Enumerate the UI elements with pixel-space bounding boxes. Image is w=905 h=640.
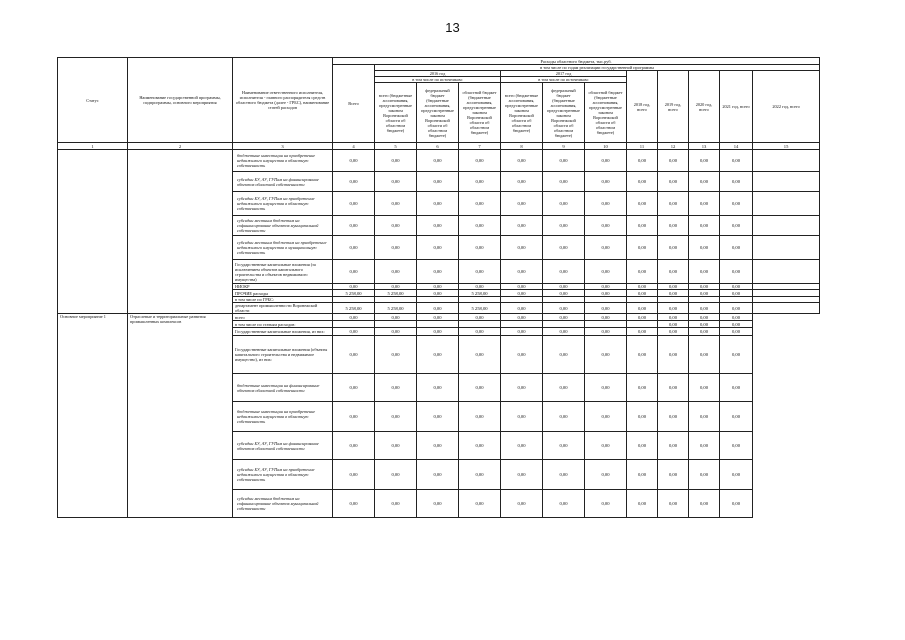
value-cell: 0,00 xyxy=(627,303,658,314)
expense-item-label: бюджетные инвестиции на приобретение недвижимого имущества в областную собственность xyxy=(233,150,333,172)
value-cell: 0,00 xyxy=(689,216,720,236)
value-cell: 0,00 xyxy=(543,490,585,518)
header-incl-2016: в том числе по источникам: xyxy=(375,77,501,83)
value-cell: 0,00 xyxy=(375,460,417,490)
value-cell: 0,00 xyxy=(459,432,501,460)
value-cell: 0,00 xyxy=(689,432,720,460)
col-index: 2 xyxy=(128,143,233,150)
col-index: 6 xyxy=(417,143,459,150)
value-cell: 0,00 xyxy=(459,374,501,402)
value-cell: 0,00 xyxy=(627,172,658,192)
value-cell: 0,00 xyxy=(333,328,375,336)
main-event-status: Основное мероприятие 1 xyxy=(58,314,128,518)
value-cell: 0,00 xyxy=(585,460,627,490)
value-cell: 0,00 xyxy=(501,374,543,402)
value-cell: 0,00 xyxy=(658,236,689,260)
value-cell: 0,00 xyxy=(585,150,627,172)
value-cell: 0,00 xyxy=(417,192,459,216)
expense-item-label: в том числе по статьям расходов: xyxy=(233,321,333,328)
value-cell: 0,00 xyxy=(459,150,501,172)
value-cell: 0,00 xyxy=(720,328,753,336)
value-cell: 0,00 xyxy=(658,328,689,336)
value-cell: 0,00 xyxy=(658,216,689,236)
header-budget-sub: в том числе по годам реализации государственной программы xyxy=(375,65,820,71)
header-src-regional-2017: областной бюджет (бюджетные ассигнования, предусмотренные законом Воронежской области об областном бюджете) xyxy=(585,83,627,143)
table-row xyxy=(58,314,820,321)
value-cell: 0,00 xyxy=(459,260,501,284)
value-cell: 0,00 xyxy=(543,402,585,432)
value-cell: 0,00 xyxy=(720,490,753,518)
expense-item-label: Государственные капитальные вложения, из них: xyxy=(233,328,333,336)
value-cell: 0,00 xyxy=(417,328,459,336)
header-2019: 2019 год, всего xyxy=(658,71,689,143)
value-cell: 0,00 xyxy=(375,374,417,402)
header-src-federal-2016: федеральный бюджет (бюджетные ассигнования, предусмотренные законом Воронежской области об областном бюджете) xyxy=(417,83,459,143)
col-index: 1 xyxy=(58,143,128,150)
value-cell: 0,00 xyxy=(333,490,375,518)
expense-item-label: субсидии БУ, АУ, ГУПам на приобретение недвижимого имущества в областную собственность xyxy=(233,192,333,216)
value-cell: 0,00 xyxy=(658,402,689,432)
value-cell: 0,00 xyxy=(417,172,459,192)
value-cell: 0,00 xyxy=(720,284,753,290)
value-cell: 0,00 xyxy=(720,216,753,236)
value-cell: 0,00 xyxy=(720,336,753,374)
value-cell: 0,00 xyxy=(375,260,417,284)
main-event-section xyxy=(58,314,820,518)
col-index: 15 xyxy=(753,143,820,150)
value-cell xyxy=(459,321,501,328)
value-cell: 0,00 xyxy=(501,402,543,432)
upper-section xyxy=(58,150,820,314)
value-cell: 0,00 xyxy=(459,172,501,192)
value-cell: 0,00 xyxy=(543,374,585,402)
value-cell: 0,00 xyxy=(501,460,543,490)
value-cell: 0,00 xyxy=(689,328,720,336)
value-cell: 0,00 xyxy=(627,432,658,460)
value-cell: 0,00 xyxy=(658,374,689,402)
value-cell: 0,00 xyxy=(501,236,543,260)
header-2018: 2018 год, всего xyxy=(627,71,658,143)
value-cell xyxy=(543,321,585,328)
value-cell: 0,00 xyxy=(689,314,720,321)
value-cell: 0,00 xyxy=(333,284,375,290)
value-cell: 0,00 xyxy=(720,402,753,432)
value-cell: 0,00 xyxy=(689,490,720,518)
value-cell: 0,00 xyxy=(417,260,459,284)
value-cell: 0,00 xyxy=(627,192,658,216)
column-index-row xyxy=(58,143,820,150)
value-cell: 0,00 xyxy=(720,192,753,216)
value-cell: 0,00 xyxy=(658,192,689,216)
table-row xyxy=(58,150,820,172)
value-cell xyxy=(753,236,820,260)
value-cell: 0,00 xyxy=(658,303,689,314)
value-cell: 0,00 xyxy=(333,336,375,374)
value-cell: 0,00 xyxy=(627,460,658,490)
value-cell: 0,00 xyxy=(543,150,585,172)
value-cell: 0,00 xyxy=(417,216,459,236)
expense-item-label: субсидии БУ, АУ, ГУПам на финансирование объектов областной собственности xyxy=(233,432,333,460)
value-cell: 0,00 xyxy=(375,336,417,374)
value-cell: 0,00 xyxy=(720,460,753,490)
value-cell: 0,00 xyxy=(501,172,543,192)
value-cell: 0,00 xyxy=(501,216,543,236)
value-cell: 0,00 xyxy=(417,374,459,402)
value-cell: 0,00 xyxy=(459,336,501,374)
value-cell: 0,00 xyxy=(689,172,720,192)
value-cell: 0,00 xyxy=(459,314,501,321)
value-cell: 0,00 xyxy=(689,321,720,328)
value-cell xyxy=(753,290,820,297)
col-index: 4 xyxy=(333,143,375,150)
expense-item-label: субсидии местным бюджетам на софинансирование объектов муниципальной собственности xyxy=(233,216,333,236)
value-cell: 0,00 xyxy=(720,374,753,402)
value-cell: 0,00 xyxy=(585,402,627,432)
value-cell: 0,00 xyxy=(585,490,627,518)
value-cell: 0,00 xyxy=(501,432,543,460)
value-cell: 0,00 xyxy=(689,402,720,432)
value-cell: 0,00 xyxy=(658,432,689,460)
value-cell: 0,00 xyxy=(501,490,543,518)
header-src-all-2016: всего (бюджетные ассигнования, предусмотренные законом Воронежской области об областном бюджете) xyxy=(375,83,417,143)
value-cell: 0,00 xyxy=(333,432,375,460)
value-cell: 0,00 xyxy=(658,284,689,290)
expense-item-label: департамент промышленности Воронежской области xyxy=(233,303,333,314)
value-cell: 0,00 xyxy=(501,290,543,297)
value-cell: 0,00 xyxy=(720,314,753,321)
page-number: 13 xyxy=(445,20,460,35)
value-cell: 0,00 xyxy=(333,172,375,192)
value-cell: 0,00 xyxy=(689,460,720,490)
value-cell: 0,00 xyxy=(720,150,753,172)
value-cell: 0,00 xyxy=(585,172,627,192)
value-cell xyxy=(753,172,820,192)
value-cell: 0,00 xyxy=(543,284,585,290)
value-cell: 0,00 xyxy=(417,290,459,297)
value-cell: 5 258,00 xyxy=(375,303,417,314)
value-cell: 0,00 xyxy=(459,284,501,290)
value-cell: 5 258,00 xyxy=(375,290,417,297)
value-cell: 0,00 xyxy=(459,402,501,432)
value-cell: 0,00 xyxy=(658,150,689,172)
value-cell: 0,00 xyxy=(627,314,658,321)
value-cell xyxy=(585,321,627,328)
value-cell: 0,00 xyxy=(375,284,417,290)
value-cell: 0,00 xyxy=(375,314,417,321)
value-cell: 0,00 xyxy=(585,216,627,236)
value-cell: 0,00 xyxy=(585,328,627,336)
expense-item-label: в том числе по ГРБС: xyxy=(233,297,333,303)
value-cell: 0,00 xyxy=(585,284,627,290)
value-cell: 0,00 xyxy=(689,374,720,402)
value-cell: 0,00 xyxy=(543,236,585,260)
value-cell: 0,00 xyxy=(585,314,627,321)
expense-item-label: ПРОЧИЕ расходы xyxy=(233,290,333,297)
value-cell: 0,00 xyxy=(585,336,627,374)
value-cell: 0,00 xyxy=(720,321,753,328)
value-cell: 0,00 xyxy=(543,460,585,490)
value-cell: 0,00 xyxy=(689,192,720,216)
value-cell xyxy=(417,321,459,328)
col-index: 7 xyxy=(459,143,501,150)
value-cell: 0,00 xyxy=(689,284,720,290)
value-cell: 0,00 xyxy=(375,328,417,336)
value-cell: 0,00 xyxy=(543,303,585,314)
value-cell: 0,00 xyxy=(417,284,459,290)
value-cell xyxy=(753,260,820,284)
value-cell: 0,00 xyxy=(689,236,720,260)
value-cell: 0,00 xyxy=(459,490,501,518)
value-cell: 0,00 xyxy=(417,314,459,321)
value-cell xyxy=(753,216,820,236)
value-cell: 0,00 xyxy=(585,236,627,260)
expense-item-label: субсидии местным бюджетам на приобретение недвижимого имущества в муниципальную собственность xyxy=(233,236,333,260)
value-cell: 0,00 xyxy=(417,460,459,490)
header-incl-2017: в том числе по источникам: xyxy=(501,77,627,83)
value-cell: 0,00 xyxy=(501,284,543,290)
value-cell: 0,00 xyxy=(375,216,417,236)
value-cell: 0,00 xyxy=(459,460,501,490)
value-cell: 0,00 xyxy=(417,336,459,374)
table-header xyxy=(58,58,820,150)
value-cell: 0,00 xyxy=(658,260,689,284)
header-2020: 2020 год, всего xyxy=(689,71,720,143)
value-cell: 0,00 xyxy=(585,290,627,297)
value-cell: 0,00 xyxy=(375,150,417,172)
value-cell: 0,00 xyxy=(720,290,753,297)
value-cell xyxy=(753,150,820,172)
value-cell: 0,00 xyxy=(501,328,543,336)
value-cell: 0,00 xyxy=(375,432,417,460)
expense-item-label: Государственные капитальные вложения (объекты капитального строительства и недвижимое имущество), из них: xyxy=(233,336,333,374)
value-cell: 0,00 xyxy=(417,150,459,172)
value-cell: 0,00 xyxy=(333,192,375,216)
value-cell: 0,00 xyxy=(333,460,375,490)
header-year-2016: 2016 год xyxy=(375,71,501,77)
value-cell: 0,00 xyxy=(585,192,627,216)
col-index: 3 xyxy=(233,143,333,150)
value-cell: 0,00 xyxy=(658,314,689,321)
budget-table-container xyxy=(57,57,819,518)
value-cell: 5 258,00 xyxy=(333,303,375,314)
value-cell: 0,00 xyxy=(543,290,585,297)
col-index: 5 xyxy=(375,143,417,150)
value-cell: 0,00 xyxy=(417,490,459,518)
value-cell xyxy=(375,321,417,328)
value-cell: 0,00 xyxy=(501,336,543,374)
value-cell: 0,00 xyxy=(501,314,543,321)
value-cell: 5 258,00 xyxy=(459,290,501,297)
header-2021: 2021 год, всего xyxy=(720,71,753,143)
expense-item-label: субсидии БУ, АУ, ГУПам на приобретение недвижимого имущества в областную собственность xyxy=(233,460,333,490)
value-cell: 0,00 xyxy=(375,172,417,192)
value-cell: 0,00 xyxy=(720,303,753,314)
value-cell: 0,00 xyxy=(543,314,585,321)
main-event-name: Отраслевые и территориальные развития промышленных комплексов xyxy=(128,314,233,518)
value-cell: 0,00 xyxy=(417,303,459,314)
expense-item-label: всего xyxy=(233,314,333,321)
header-2022: 2022 год, всего xyxy=(753,71,820,143)
header-budget: Расходы областного бюджета, тыс.руб. xyxy=(333,58,820,65)
value-cell: 0,00 xyxy=(689,260,720,284)
value-cell: 0,00 xyxy=(459,236,501,260)
header-executor: Наименование ответственного исполнителя, исполнителя - главного распорядителя средств областного бюджета (далее - ГРБС), наименование статей расходов xyxy=(233,58,333,143)
value-cell: 0,00 xyxy=(417,432,459,460)
expense-item-label: НИОКР xyxy=(233,284,333,290)
value-cell: 0,00 xyxy=(543,336,585,374)
value-cell: 0,00 xyxy=(658,290,689,297)
value-cell: 0,00 xyxy=(689,290,720,297)
col-index: 12 xyxy=(658,143,689,150)
value-cell: 0,00 xyxy=(333,260,375,284)
value-cell xyxy=(333,321,375,328)
value-cell: 0,00 xyxy=(627,402,658,432)
expense-item-label: субсидии местным бюджетам на софинансирование объектов муниципальной собственности xyxy=(233,490,333,518)
value-cell xyxy=(753,303,820,314)
value-cell: 0,00 xyxy=(627,374,658,402)
header-src-all-2017: всего (бюджетные ассигнования, предусмотренные законом Воронежской области об областном бюджете) xyxy=(501,83,543,143)
value-cell: 0,00 xyxy=(585,374,627,402)
value-cell: 0,00 xyxy=(585,432,627,460)
value-cell: 0,00 xyxy=(543,216,585,236)
value-cell: 0,00 xyxy=(417,236,459,260)
value-cell: 0,00 xyxy=(658,172,689,192)
header-src-regional-2016: областной бюджет (бюджетные ассигнования, предусмотренные законом Воронежской области об областном бюджете) xyxy=(459,83,501,143)
value-cell: 0,00 xyxy=(627,290,658,297)
value-cell: 0,00 xyxy=(501,260,543,284)
col-index: 9 xyxy=(543,143,585,150)
budget-table xyxy=(57,57,820,518)
value-cell: 0,00 xyxy=(459,192,501,216)
value-cell: 0,00 xyxy=(720,432,753,460)
value-cell: 0,00 xyxy=(658,321,689,328)
col-index: 14 xyxy=(720,143,753,150)
value-cell: 0,00 xyxy=(501,150,543,172)
value-cell: 0,00 xyxy=(658,460,689,490)
value-cell: 0,00 xyxy=(501,303,543,314)
value-cell: 0,00 xyxy=(720,260,753,284)
value-cell: 0,00 xyxy=(375,192,417,216)
value-cell: 0,00 xyxy=(689,303,720,314)
value-cell: 0,00 xyxy=(333,150,375,172)
value-cell: 0,00 xyxy=(585,303,627,314)
value-cell xyxy=(753,192,820,216)
value-cell: 0,00 xyxy=(417,402,459,432)
value-cell: 0,00 xyxy=(720,172,753,192)
value-cell: 5 258,00 xyxy=(459,303,501,314)
value-cell: 0,00 xyxy=(375,402,417,432)
value-cell: 0,00 xyxy=(689,336,720,374)
value-cell: 0,00 xyxy=(543,260,585,284)
value-cell: 0,00 xyxy=(543,172,585,192)
status-cell-empty xyxy=(58,150,128,314)
expense-item-label: субсидии БУ, АУ, ГУПам на финансирование объектов областной собственности xyxy=(233,172,333,192)
value-cell: 0,00 xyxy=(627,216,658,236)
value-cell: 0,00 xyxy=(333,374,375,402)
value-cell: 0,00 xyxy=(459,328,501,336)
value-cell xyxy=(501,321,543,328)
value-cell: 0,00 xyxy=(543,328,585,336)
value-cell: 0,00 xyxy=(689,150,720,172)
expense-item-label: бюджетные инвестиции на приобретение недвижимого имущества в областную собственность xyxy=(233,402,333,432)
value-cell: 0,00 xyxy=(459,216,501,236)
value-cell: 0,00 xyxy=(333,236,375,260)
value-cell: 0,00 xyxy=(333,402,375,432)
value-cell: 0,00 xyxy=(543,432,585,460)
col-index: 11 xyxy=(627,143,658,150)
col-index: 13 xyxy=(689,143,720,150)
header-program: Наименование государственной программы, подпрограммы, основного мероприятия xyxy=(128,58,233,143)
expense-item-label: бюджетные инвестиции на финансирование объектов областной собственности xyxy=(233,374,333,402)
value-cell: 0,00 xyxy=(627,328,658,336)
value-cell: 0,00 xyxy=(543,192,585,216)
value-cell: 0,00 xyxy=(627,150,658,172)
value-cell: 0,00 xyxy=(658,336,689,374)
expense-item-label: Государственные капитальные вложения (за исключением объектов капитального строительства и объектов недвижимого имущества) xyxy=(233,260,333,284)
value-cell: 0,00 xyxy=(627,284,658,290)
value-cell: 0,00 xyxy=(585,260,627,284)
value-cell: 0,00 xyxy=(333,314,375,321)
value-cell: 0,00 xyxy=(627,260,658,284)
value-cell: 0,00 xyxy=(627,490,658,518)
value-cell: 0,00 xyxy=(375,236,417,260)
value-cell: 0,00 xyxy=(375,490,417,518)
col-index: 10 xyxy=(585,143,627,150)
value-cell: 0,00 xyxy=(720,236,753,260)
value-cell: 0,00 xyxy=(658,490,689,518)
header-total: Всего xyxy=(333,65,375,143)
header-status: Статус xyxy=(58,58,128,143)
value-cell: 0,00 xyxy=(627,236,658,260)
value-cell: 0,00 xyxy=(501,192,543,216)
program-cell-empty xyxy=(128,150,233,314)
header-src-federal-2017: федеральный бюджет (бюджетные ассигнования, предусмотренные законом Воронежской области об областном бюджете) xyxy=(543,83,585,143)
value-cell: 5 258,00 xyxy=(333,290,375,297)
value-cell: 0,00 xyxy=(627,336,658,374)
value-cell xyxy=(627,321,658,328)
header-year-2017: 2017 год xyxy=(501,71,627,77)
value-cell: 0,00 xyxy=(333,216,375,236)
col-index: 8 xyxy=(501,143,543,150)
